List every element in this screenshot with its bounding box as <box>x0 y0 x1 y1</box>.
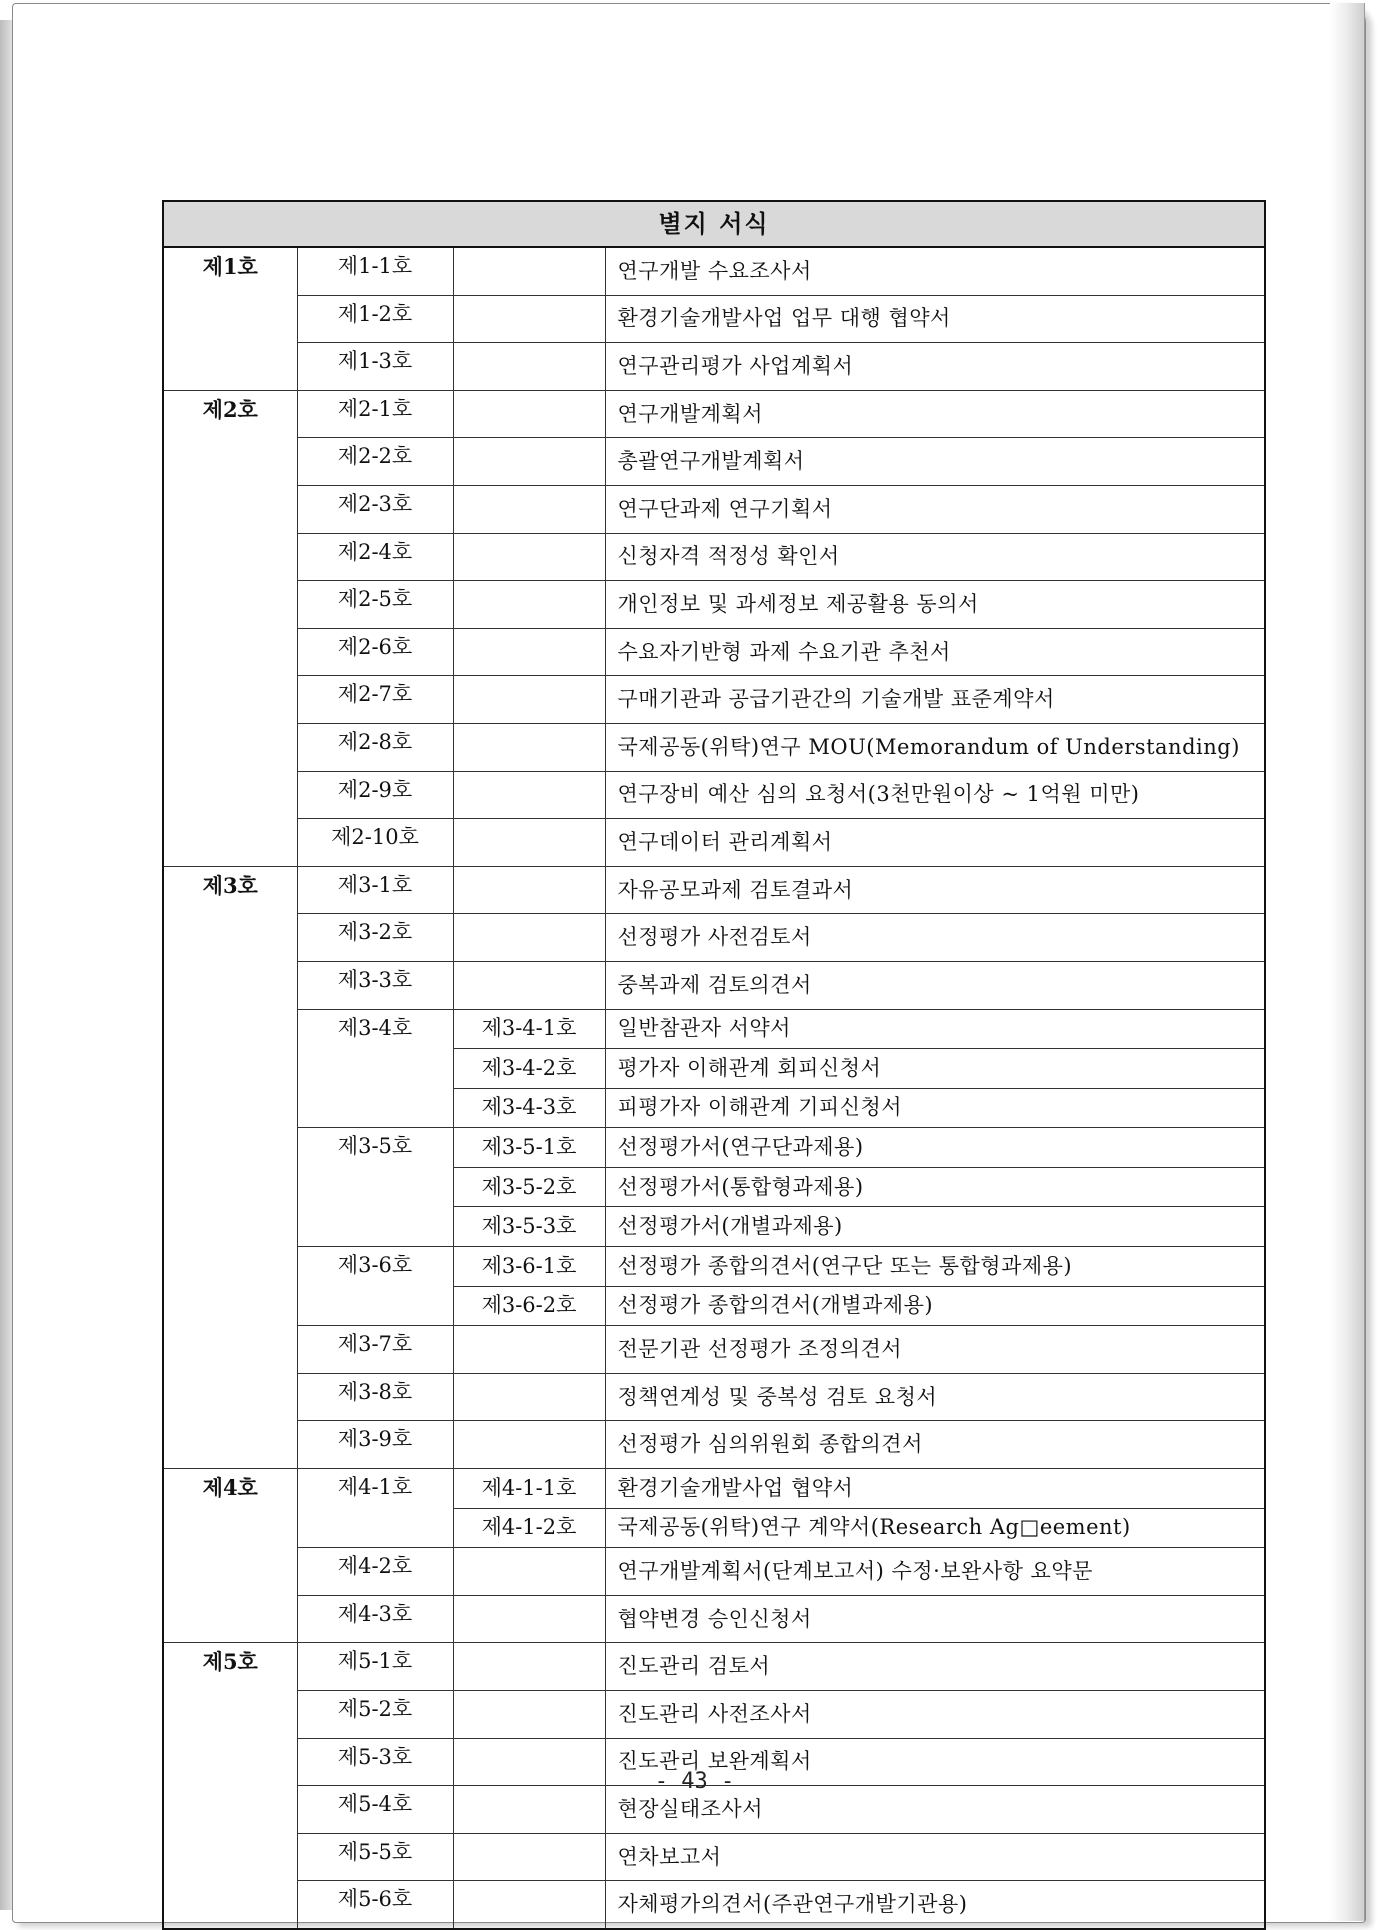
form-title-cell: 개인정보 및 과세정보 제공활용 동의서 <box>605 581 1265 629</box>
sub-form-number-cell: 제4-1-2호 <box>453 1508 605 1548</box>
table-row <box>163 438 1265 486</box>
form-number-cell: 제2-8호 <box>297 723 453 771</box>
page-curl-shadow <box>1330 3 1365 1921</box>
form-number-cell: 제5-6호 <box>297 1881 453 1929</box>
form-title-cell: 현장실태조사서 <box>605 1786 1265 1834</box>
form-title-cell: 진도관리 검토서 <box>605 1643 1265 1691</box>
form-title-cell: 연구개발계획서 <box>605 390 1265 438</box>
sub-form-number-cell <box>453 914 605 962</box>
form-number-cell: 제4-2호 <box>297 1548 453 1596</box>
sub-form-number-cell <box>453 1691 605 1739</box>
form-title-cell: 진도관리 사전조사서 <box>605 1691 1265 1739</box>
sub-form-number-cell: 제3-4-3호 <box>453 1088 605 1128</box>
form-number-cell: 제2-6호 <box>297 628 453 676</box>
sub-form-number-cell <box>453 438 605 486</box>
table-row <box>163 1009 1265 1049</box>
sub-form-number-cell: 제3-4-2호 <box>453 1049 605 1089</box>
form-number-cell: 제2-1호 <box>297 390 453 438</box>
sub-form-number-cell <box>453 1881 605 1929</box>
sub-form-number-cell: 제3-5-2호 <box>453 1167 605 1207</box>
form-title-cell: 평가자 이해관계 회피신청서 <box>605 1049 1265 1089</box>
sub-form-number-cell <box>453 343 605 391</box>
form-number-cell: 제1-2호 <box>297 295 453 343</box>
form-number-cell: 제5-5호 <box>297 1833 453 1881</box>
form-title-cell: 연구개발 수요조사서 <box>605 247 1265 295</box>
form-title-cell: 연구개발계획서(단계보고서) 수정·보완사항 요약문 <box>605 1548 1265 1596</box>
table-row <box>163 819 1265 867</box>
form-number-cell: 제3-6호 <box>297 1247 453 1326</box>
table-row <box>163 723 1265 771</box>
table-row <box>163 1421 1265 1469</box>
form-title-cell: 신청자격 적정성 확인서 <box>605 533 1265 581</box>
form-number-cell: 제5-1호 <box>297 1643 453 1691</box>
form-number-cell: 제5-3호 <box>297 1738 453 1786</box>
table-row <box>163 628 1265 676</box>
form-title-cell: 총괄연구개발계획서 <box>605 438 1265 486</box>
category-cell: 제2호 <box>163 390 297 866</box>
table-row <box>163 390 1265 438</box>
form-title-cell: 연구장비 예산 심의 요청서(3천만원이상 ~ 1억원 미만) <box>605 771 1265 819</box>
form-title-cell: 연차보고서 <box>605 1833 1265 1881</box>
form-title-cell: 선정평가서(개별과제용) <box>605 1207 1265 1247</box>
form-number-cell: 제1-1호 <box>297 247 453 295</box>
sub-form-number-cell <box>453 676 605 724</box>
table-row <box>163 247 1265 295</box>
sub-form-number-cell <box>453 1326 605 1374</box>
form-title-cell: 정책연계성 및 중복성 검토 요청서 <box>605 1373 1265 1421</box>
form-number-cell: 제2-7호 <box>297 676 453 724</box>
form-title-cell: 피평가자 이해관계 기피신청서 <box>605 1088 1265 1128</box>
form-number-cell: 제4-1호 <box>297 1469 453 1548</box>
table-row <box>163 1247 1265 1287</box>
form-number-cell: 제3-1호 <box>297 866 453 914</box>
form-title-cell: 선정평가서(연구단과제용) <box>605 1128 1265 1168</box>
table-row <box>163 961 1265 1009</box>
sub-form-number-cell <box>453 1643 605 1691</box>
table-title: 별지 서식 <box>163 201 1265 247</box>
form-title-cell: 환경기술개발사업 업무 대행 협약서 <box>605 295 1265 343</box>
form-number-cell: 제2-3호 <box>297 485 453 533</box>
category-cell: 제5호 <box>163 1643 297 1929</box>
form-title-cell: 선정평가 종합의견서(연구단 또는 통합형과제용) <box>605 1247 1265 1287</box>
form-number-cell: 제3-3호 <box>297 961 453 1009</box>
table-row <box>163 1128 1265 1168</box>
table-row <box>163 1373 1265 1421</box>
sub-form-number-cell <box>453 533 605 581</box>
table-row <box>163 1469 1265 1509</box>
category-cell: 제4호 <box>163 1469 297 1643</box>
sub-form-number-cell: 제3-5-1호 <box>453 1128 605 1168</box>
form-title-cell: 선정평가 종합의견서(개별과제용) <box>605 1286 1265 1326</box>
sub-form-number-cell: 제3-4-1호 <box>453 1009 605 1049</box>
form-title-cell: 진도관리 보완계획서 <box>605 1738 1265 1786</box>
table-row <box>163 676 1265 724</box>
form-title-cell: 자체평가의견서(주관연구개발기관용) <box>605 1881 1265 1929</box>
form-number-cell: 제4-3호 <box>297 1595 453 1643</box>
sub-form-number-cell: 제3-6-2호 <box>453 1286 605 1326</box>
form-title-cell: 연구관리평가 사업계획서 <box>605 343 1265 391</box>
form-title-cell: 선정평가 심의위원회 종합의견서 <box>605 1421 1265 1469</box>
appendix-forms-table <box>162 200 1266 1930</box>
sub-form-number-cell <box>453 1833 605 1881</box>
form-title-cell: 국제공동(위탁)연구 계약서(Research Ag□eement) <box>605 1508 1265 1548</box>
form-title-cell: 연구데이터 관리계획서 <box>605 819 1265 867</box>
sub-form-number-cell <box>453 866 605 914</box>
form-number-cell: 제5-4호 <box>297 1786 453 1834</box>
sub-form-number-cell <box>453 819 605 867</box>
table-row <box>163 533 1265 581</box>
form-number-cell: 제3-9호 <box>297 1421 453 1469</box>
form-number-cell: 제5-2호 <box>297 1691 453 1739</box>
table-row <box>163 343 1265 391</box>
table-row <box>163 1833 1265 1881</box>
sub-form-number-cell: 제3-6-1호 <box>453 1247 605 1287</box>
form-number-cell: 제2-9호 <box>297 771 453 819</box>
form-title-cell: 수요자기반형 과제 수요기관 추천서 <box>605 628 1265 676</box>
form-title-cell: 선정평가서(통합형과제용) <box>605 1167 1265 1207</box>
sub-form-number-cell <box>453 1421 605 1469</box>
form-number-cell: 제2-4호 <box>297 533 453 581</box>
form-title-cell: 협약변경 승인신청서 <box>605 1595 1265 1643</box>
sub-form-number-cell <box>453 723 605 771</box>
table-body <box>163 247 1265 1929</box>
form-title-cell: 일반참관자 서약서 <box>605 1009 1265 1049</box>
form-number-cell: 제1-3호 <box>297 343 453 391</box>
form-number-cell: 제2-10호 <box>297 819 453 867</box>
table-header-row <box>163 201 1265 247</box>
sub-form-number-cell <box>453 1373 605 1421</box>
sub-form-number-cell <box>453 628 605 676</box>
table-row <box>163 1326 1265 1374</box>
form-title-cell: 중복과제 검토의견서 <box>605 961 1265 1009</box>
form-title-cell: 구매기관과 공급기관간의 기술개발 표준계약서 <box>605 676 1265 724</box>
table-row <box>163 771 1265 819</box>
sub-form-number-cell <box>453 581 605 629</box>
sub-form-number-cell <box>453 1595 605 1643</box>
sub-form-number-cell <box>453 485 605 533</box>
category-cell: 제3호 <box>163 866 297 1468</box>
sub-form-number-cell <box>453 1548 605 1596</box>
sub-form-number-cell: 제4-1-1호 <box>453 1469 605 1509</box>
sub-form-number-cell <box>453 771 605 819</box>
table-row <box>163 914 1265 962</box>
table-row <box>163 866 1265 914</box>
sub-form-number-cell <box>453 295 605 343</box>
form-title-cell: 전문기관 선정평가 조정의견서 <box>605 1326 1265 1374</box>
sub-form-number-cell <box>453 247 605 295</box>
table-row <box>163 1881 1265 1929</box>
sub-form-number-cell <box>453 390 605 438</box>
sub-form-number-cell <box>453 961 605 1009</box>
form-number-cell: 제3-8호 <box>297 1373 453 1421</box>
table-row <box>163 1548 1265 1596</box>
form-number-cell: 제3-5호 <box>297 1128 453 1247</box>
form-title-cell: 연구단과제 연구기획서 <box>605 485 1265 533</box>
form-number-cell: 제2-2호 <box>297 438 453 486</box>
form-title-cell: 선정평가 사전검토서 <box>605 914 1265 962</box>
table-row <box>163 1595 1265 1643</box>
category-cell: 제1호 <box>163 247 297 390</box>
table-row <box>163 295 1265 343</box>
form-number-cell: 제3-4호 <box>297 1009 453 1128</box>
form-number-cell: 제3-7호 <box>297 1326 453 1374</box>
form-title-cell: 자유공모과제 검토결과서 <box>605 866 1265 914</box>
form-number-cell: 제2-5호 <box>297 581 453 629</box>
sub-form-number-cell: 제3-5-3호 <box>453 1207 605 1247</box>
form-title-cell: 국제공동(위탁)연구 MOU(Memorandum of Understanding) <box>605 723 1265 771</box>
page-number: - 43 - <box>654 1769 735 1794</box>
form-title-cell: 환경기술개발사업 협약서 <box>605 1469 1265 1509</box>
table-row <box>163 581 1265 629</box>
table-row <box>163 1691 1265 1739</box>
table-row <box>163 1643 1265 1691</box>
form-number-cell: 제3-2호 <box>297 914 453 962</box>
table-row <box>163 485 1265 533</box>
